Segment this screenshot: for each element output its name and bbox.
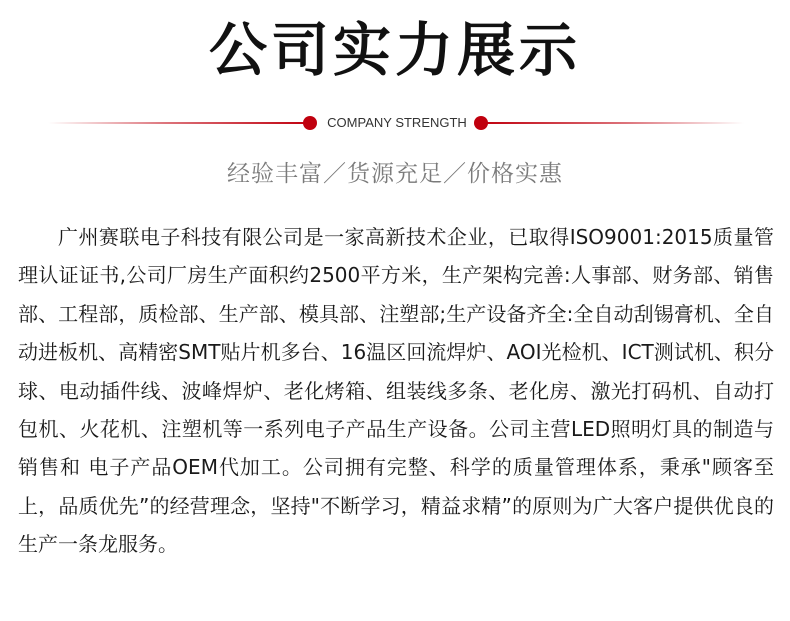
- page-title: 公司实力展示: [208, 16, 581, 84]
- company-description: 广州赛联电子科技有限公司是一家高新技术企业，已取得ISO9001:2015质量管理认证证书,公司厂房生产面积约2500平方米，生产架构完善:人事部、财务部、销售部、工程部，质检部、生产部、模具部、注塑部;生产设备齐全:全自动刮锡膏机、全自动进板机、高精密SMT贴片机多台、16温区回流焊炉、AOI光检机、ICT测试机、积分球、电动插件线、波峰焊炉、老化烤箱、组装线多条、老化房、激光打码机、自动打包机、火花机、注塑机等一系列电子产品生产设备。公司主营LED照明灯具的制造与销售和 电子产品OEM代加工。公司拥有完整、科学的质量管理体系，秉承"顾客至上，品质优先”的经营理念，坚持"不断学习，精益求精”的原则为广大客户提供优良的生产一条龙服务。: [18, 225, 774, 557]
- divider-dot-left: [303, 116, 317, 130]
- tagline: 经验丰富／货源充足／价格实惠: [227, 161, 563, 187]
- divider-line-right: [482, 122, 744, 124]
- section-subtitle: COMPANY STRENGTH: [327, 115, 467, 130]
- divider-line-left: [48, 122, 310, 124]
- title-divider: [0, 112, 790, 134]
